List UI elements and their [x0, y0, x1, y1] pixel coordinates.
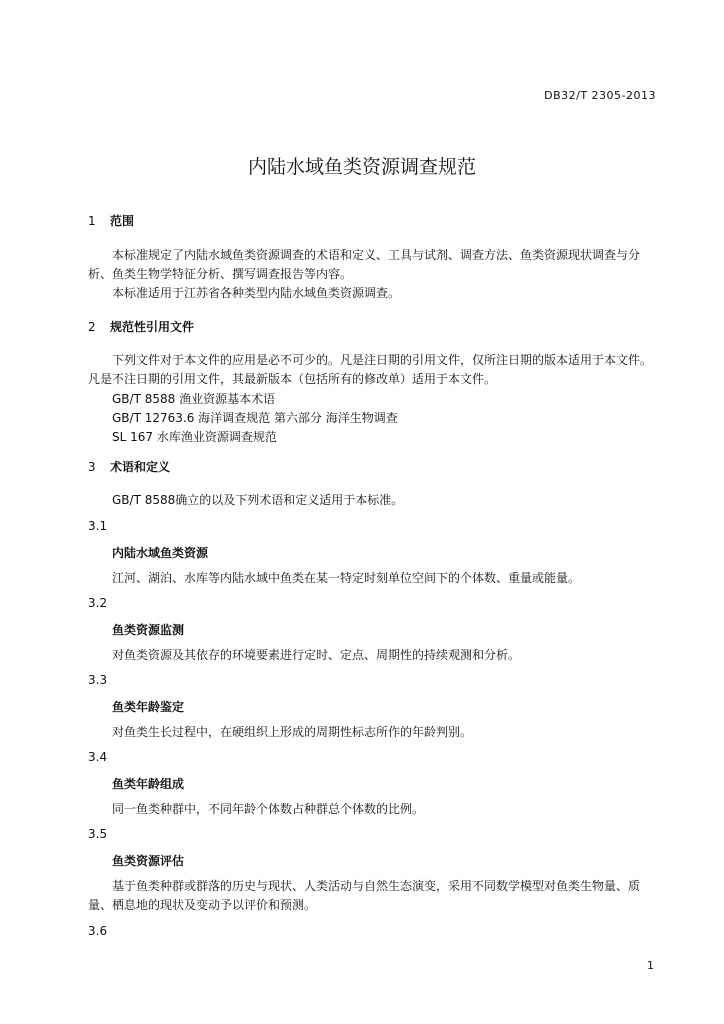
term-name: 鱼类年龄组成 — [112, 777, 185, 791]
term-name: 鱼类年龄鉴定 — [112, 700, 185, 714]
page-number: 1 — [647, 959, 654, 972]
paragraph: GB/T 8588确立的以及下列术语和定义适用于本标准。 — [112, 493, 404, 507]
term-definition: 基于鱼类种群或群落的历史与现状、人类活动与自然生态演变，采用不同数学模型对鱼类生物量、质量、栖息地的现状及变动予以评价和预测。 — [88, 879, 641, 912]
term-name: 鱼类资源评估 — [112, 854, 185, 868]
paragraph: 本标准规定了内陆水域鱼类资源调查的术语和定义、工具与试剂、调查方法、鱼类资源现状调查与分析、鱼类生物学特征分析、撰写调查报告等内容。 — [88, 248, 641, 281]
section-title: 规范性引用文件 — [110, 320, 195, 334]
term-definition: 江河、湖泊、水库等内陆水域中鱼类在某一特定时刻单位空间下的个体数、重量或能量。 — [112, 571, 581, 585]
term-definition: 对鱼类资源及其依存的环境要素进行定时、定点、周期性的持续观测和分析。 — [112, 648, 521, 662]
section-heading-2 — [88, 318, 194, 335]
reference-item: SL 167 水库渔业资源调查规范 — [112, 430, 277, 444]
section-number: 2 — [88, 320, 96, 334]
term-number: 3.6 — [88, 924, 108, 938]
reference-item: GB/T 12763.6 海洋调查规范 第六部分 海洋生物调查 — [112, 411, 398, 425]
section-number: 3 — [88, 460, 96, 474]
term-name: 内陆水域鱼类资源 — [112, 546, 209, 560]
term-definition: 同一鱼类种群中，不同年龄个体数占种群总个体数的比例。 — [112, 802, 425, 816]
section-title: 范围 — [110, 214, 135, 228]
section-heading-3 — [88, 458, 170, 475]
section-title: 术语和定义 — [110, 460, 171, 474]
term-number: 3.5 — [88, 827, 108, 841]
paragraph: 本标准适用于江苏省各种类型内陆水域鱼类资源调查。 — [112, 286, 401, 300]
standard-code: DB32/T 2305-2013 — [544, 89, 656, 102]
term-number: 3.4 — [88, 750, 108, 764]
term-number: 3.1 — [88, 519, 108, 533]
term-number: 3.2 — [88, 596, 108, 610]
paragraph: 下列文件对于本文件的应用是必不可少的。凡是注日期的引用文件，仅所注日期的版本适用于本文件。凡是不注日期的引用文件，其最新版本（包括所有的修改单）适用于本文件。 — [88, 353, 653, 386]
term-name: 鱼类资源监测 — [112, 623, 185, 637]
section-heading-1 — [88, 212, 134, 229]
page-title: 内陆水域鱼类资源调查规范 — [247, 156, 476, 178]
reference-item: GB/T 8588 渔业资源基本术语 — [112, 392, 276, 406]
section-number: 1 — [88, 214, 96, 228]
term-number: 3.3 — [88, 673, 108, 687]
term-definition: 对鱼类生长过程中，在硬组织上形成的周期性标志所作的年龄判别。 — [112, 725, 473, 739]
